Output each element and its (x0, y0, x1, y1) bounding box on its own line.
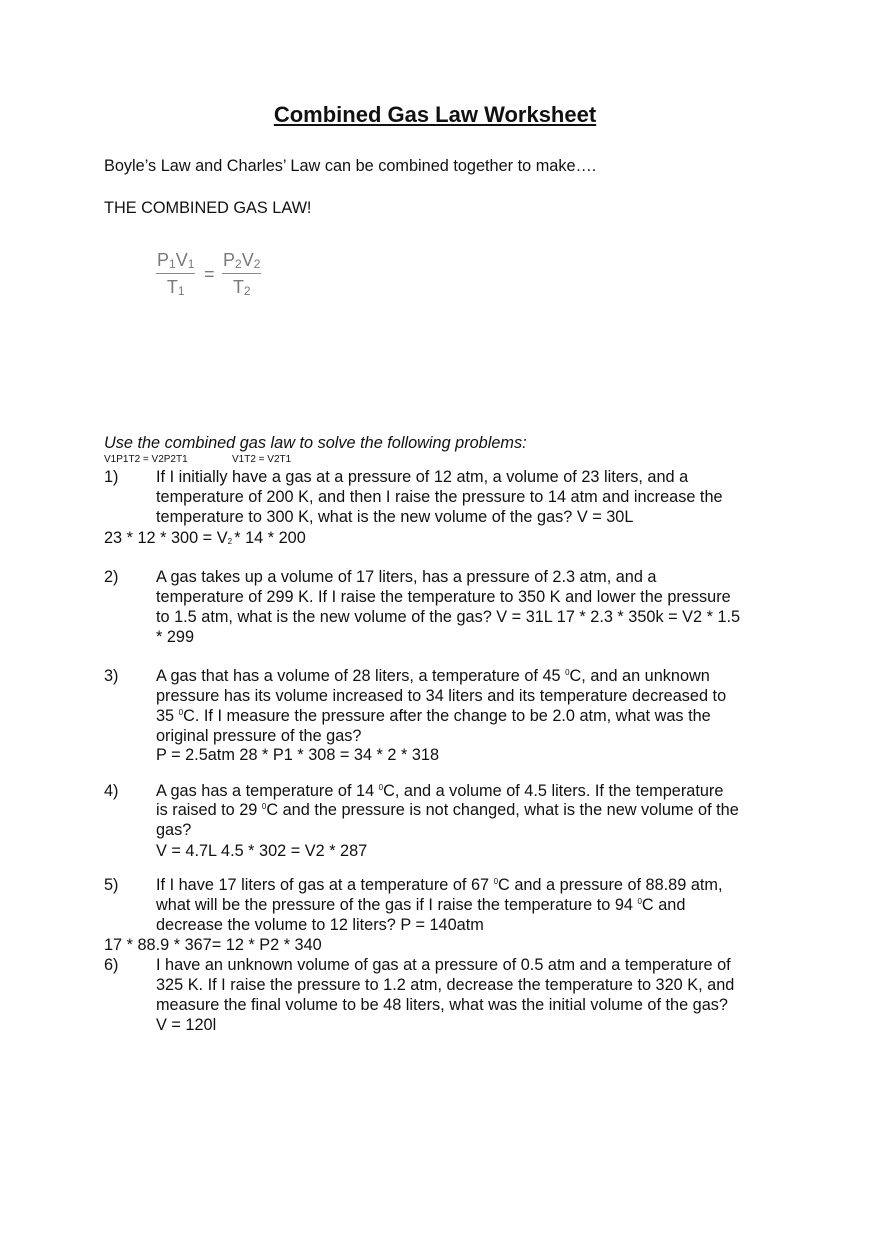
problem-number: 6) (104, 956, 119, 974)
problem-text-line: gas? (156, 821, 192, 839)
formula-left-numerator: P1V1 (156, 250, 195, 274)
problem-text-line: original pressure of the gas? (156, 727, 362, 745)
page-title: Combined Gas Law Worksheet (273, 102, 597, 127)
problem-text-line: 325 K. If I raise the pressure to 1.2 atm, decrease the temperature to 320 K, and (156, 976, 735, 994)
problem-number: 2) (104, 568, 119, 586)
problem-text-line: temperature of 299 K. If I raise the temperature to 350 K and lower the pressure (156, 588, 731, 606)
formula-left-denominator: T1 (166, 277, 185, 298)
problem-text-line: measure the final volume to be 48 liters, what was the initial volume of the gas? (156, 996, 728, 1014)
problem-text-line: A gas takes up a volume of 17 liters, has a pressure of 2.3 atm, and a (156, 568, 657, 586)
problem-text-line: A gas has a temperature of 14 $^0$C, and a volume of 4.5 liters. If the temperature (156, 782, 724, 800)
combined-gas-law-formula (156, 250, 280, 306)
problem-number: 5) (104, 876, 119, 894)
problem-text-line: decrease the volume to 12 liters? P = 140atm (156, 916, 484, 934)
intro-text: Boyle’s Law and Charles’ Law can be combined together to make…. (104, 157, 597, 175)
formula-right-numerator: P2V2 (222, 250, 261, 274)
problem-text-line: is raised to 29 $^0$C and the pressure is not changed, what is the new volume of the (156, 801, 739, 819)
problem-text-line: I have an unknown volume of gas at a pressure of 0.5 atm and a temperature of (156, 956, 731, 974)
note-formula-2: V1T2 = V2T1 (232, 454, 292, 465)
problem-text-line: temperature to 300 K, what is the new volume of the gas? V = 30L (156, 508, 634, 526)
problem-text-line: pressure has its volume increased to 34 liters and its temperature decreased to (156, 687, 727, 705)
problem-answer: V = 120l (156, 1016, 217, 1034)
problem-number: 3) (104, 667, 119, 685)
problem-text-line: If I initially have a gas at a pressure of 12 atm, a volume of 23 liters, and a (156, 468, 689, 486)
problem-answer: V = 4.7L 4.5 * 302 = V2 * 287 (156, 842, 368, 860)
problem-text-line: temperature of 200 K, and then I raise the pressure to 14 atm and increase the (156, 488, 723, 506)
formula-right-fraction (222, 250, 261, 298)
problem-text-line: to 1.5 atm, what is the new volume of the gas? V = 31L 17 * 2.3 * 350k = V2 * 1.5 (156, 608, 741, 626)
formula-left-fraction (156, 250, 195, 298)
problem-number: 1) (104, 468, 119, 486)
problem-work: 23 * 12 * 300 = V2 * 14 * 200 (104, 529, 306, 547)
note-formula-1: V1P1T2 = V2P2T1 (104, 454, 188, 465)
problem-text-line: * 299 (156, 628, 195, 646)
formula-right-denominator: T2 (232, 277, 251, 298)
problem-work: 17 * 88.9 * 367= 12 * P2 * 340 (104, 936, 322, 954)
law-heading: THE COMBINED GAS LAW! (104, 199, 312, 217)
problem-text-line: 35 $^0$C. If I measure the pressure after the change to be 2.0 atm, what was the (156, 707, 711, 725)
problem-text-line: what will be the pressure of the gas if I raise the temperature to 94 $^0$C and (156, 896, 686, 914)
formula-equals: = (204, 264, 215, 284)
problem-text-line: A gas that has a volume of 28 liters, a temperature of 45 $^0$C, and an unknown (156, 667, 710, 685)
problem-number: 4) (104, 782, 119, 800)
problem-text-line: If I have 17 liters of gas at a temperature of 67 $^0$C and a pressure of 88.89 atm, (156, 876, 723, 894)
instructions: Use the combined gas law to solve the following problems: (104, 434, 527, 452)
problem-answer: P = 2.5atm 28 * P1 * 308 = 34 * 2 * 318 (156, 746, 440, 764)
